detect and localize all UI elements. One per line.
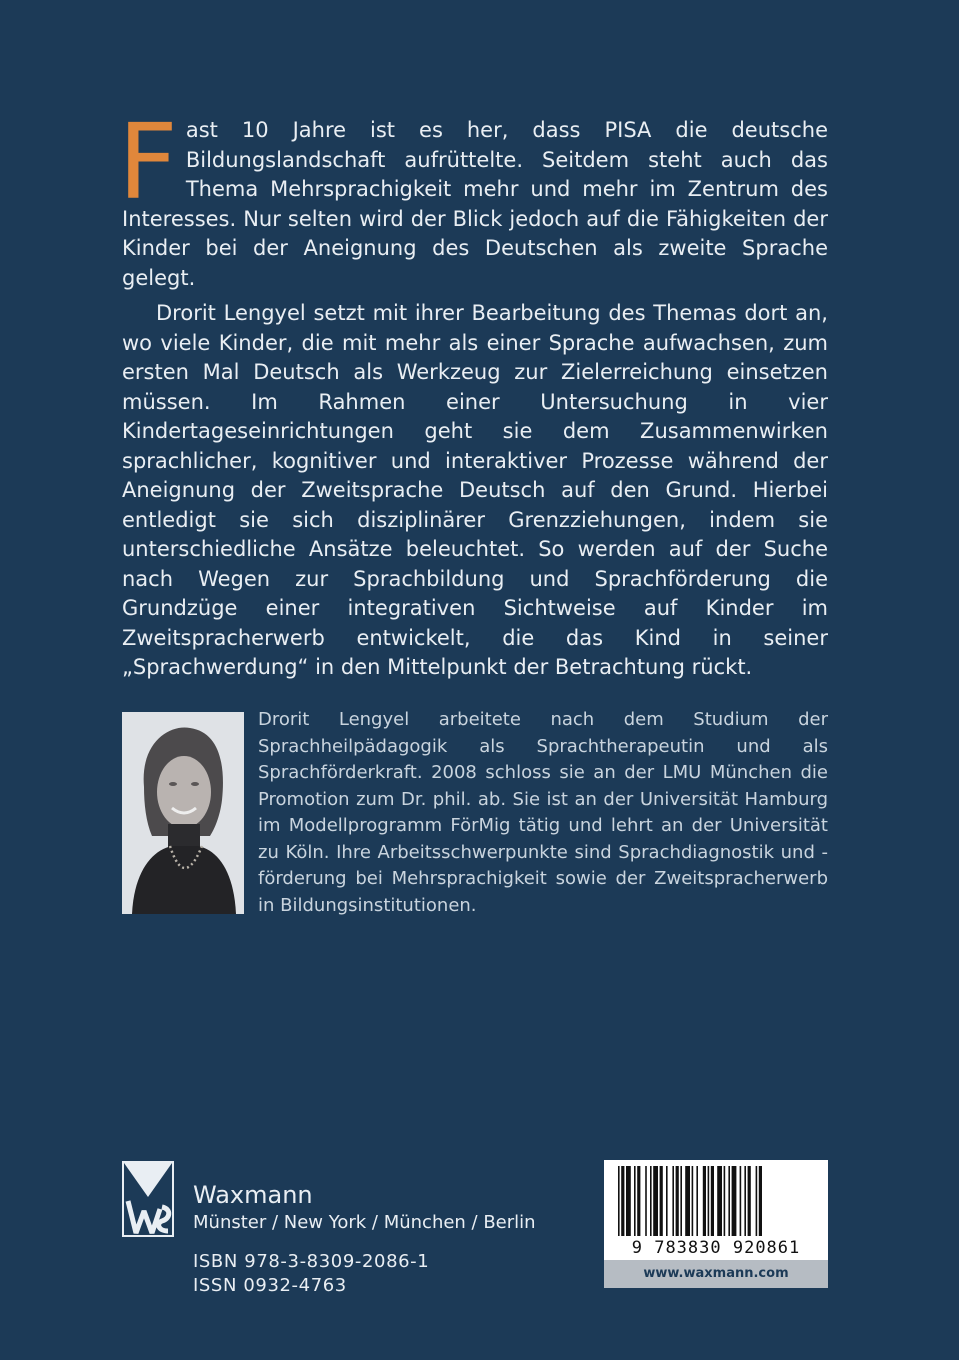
barcode-bars: [604, 1160, 828, 1240]
publisher-website: www.waxmann.com: [604, 1260, 828, 1288]
waxmann-logo-icon: [122, 1161, 174, 1237]
author-photo: [122, 712, 244, 914]
issn: ISSN 0932-4763: [193, 1275, 347, 1296]
back-cover-blurb: [118, 101, 828, 683]
author-portrait-image: [122, 712, 244, 914]
author-bio: Drorit Lengyel arbeitete nach dem Studium der Sprachheilpädagogik als Sprachtherapeutin und als Sprachförderkraft. 2008 schloss sie an der LMU München die Promotion zum Dr. phil. ab. Sie ist an der Universität Hamburg im Modellprogramm FörMig tätig und lehrt an der Universität zu Köln. Ihre Arbeitsschwerpunkte sind Sprachdiagnostik und -förderung bei Mehrsprachigkeit sowie der Zweitspracherwerb in Bildungsinstitutionen.: [258, 709, 828, 916]
barcode-number: 9 783830 920861: [631, 1238, 801, 1258]
barcode: [604, 1160, 828, 1260]
blurb-paragraph-1: [118, 101, 828, 293]
publisher-cities: Münster / New York / München / Berlin: [193, 1212, 536, 1233]
isbn: ISBN 978-3-8309-2086-1: [193, 1251, 430, 1272]
blurb-paragraph-2: Drorit Lengyel setzt mit ihrer Bearbeitung des Themas dort an, wo viele Kinder, die mit mehr als einer Sprache aufwachsen, zum ersten Mal Deutsch als Werkzeug zur Zielerreichung einsetzen müssen. Im Rahmen einer Untersuchung in vier Kindertageseinrichtungen geht sie dem Zusammenwirken sprachlicher, kognitiver und interaktiver Prozesse während der Aneignung der Zweitsprache Deutsch auf den Grund. Hierbei entledigt sie sich disziplinärer Grenzziehungen, indem sie unterschiedliche Ansätze beleuchtet. So werden auf der Suche nach Wegen zur Sprachbildung und Sprachförderung die Grundzüge einer integrativen Sichtweise auf Kinder im Zweitspracherwerb entwickelt, die das Kind in seiner „Sprachwerdung“ in den Mittelpunkt der Betrachtung rückt.: [122, 301, 828, 679]
drop-cap: F: [118, 101, 178, 223]
publisher-name: Waxmann: [193, 1181, 313, 1209]
blurb-paragraph-1-text: ast 10 Jahre ist es her, dass PISA die deutsche Bildungslandschaft aufrüttelte. Seitdem steht auch das Thema Mehrsprachigkeit mehr und mehr im Zentrum des Interesses. Nur selten wird der Blick jedoch auf die Fähigkeiten der Kinder bei der Aneignung des Deutschen als zweite Sprache gelegt.: [122, 118, 828, 290]
